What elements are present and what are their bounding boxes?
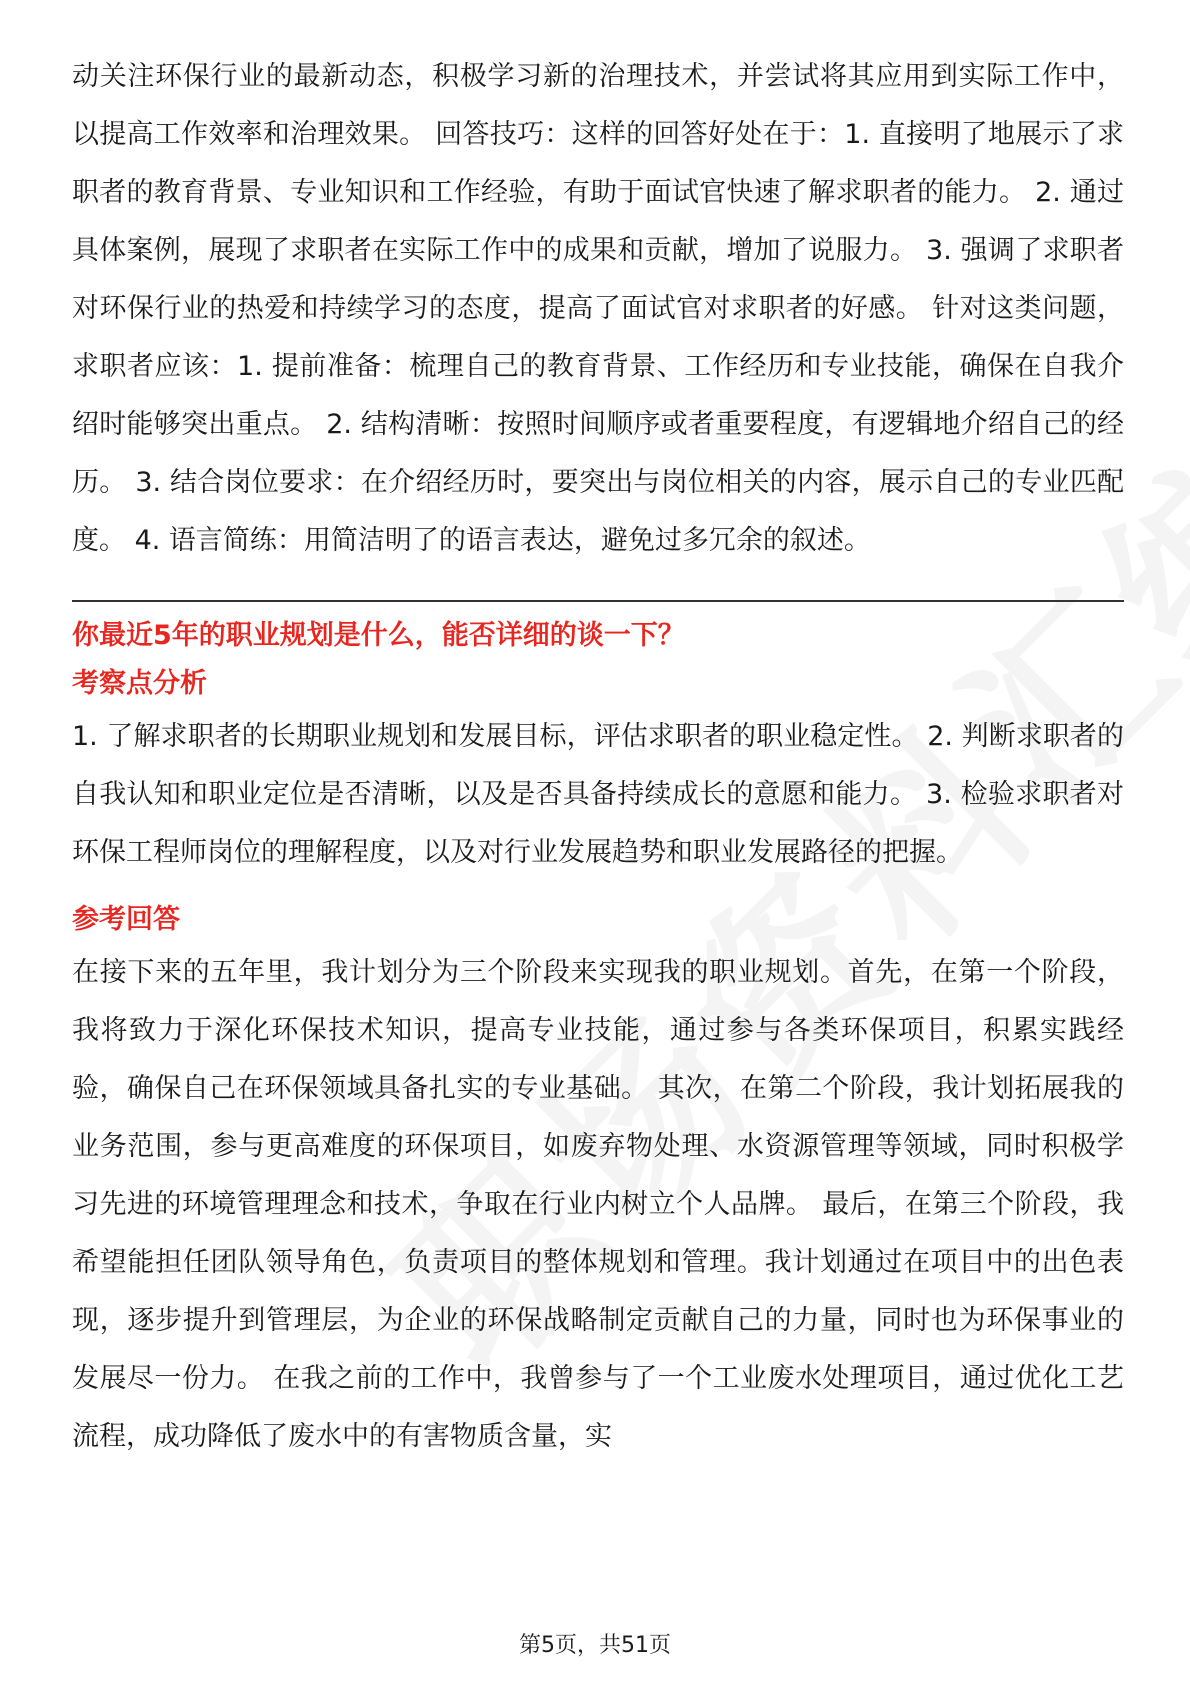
page-footer: 第5页，共51页 bbox=[519, 1633, 671, 1658]
question-title: 你最近5年的职业规划是什么，能否详细的谈一下？ bbox=[72, 620, 685, 651]
intro-paragraph: 动关注环保行业的最新动态，积极学习新的治理技术，并尝试将其应用到实际工作中，以提高工作效率和治理效果。 回答技巧：这样的回答好处在于：1. 直接明了地展示了求职者的教育背景、专业知识和工作经验，有助于面试官快速了解求职者的能力。 2. 通过具体案例，展现了求职者在实际工作中的成果和贡献，增加了说服力。 3. 强调了求职者对环保行业的热爱和持续学习的态度，提高了面试官对求职者的好感。 针对这类问题，求职者应该：1. 提前准备：梳理自己的教育背景、工作经历和专业技能，确保在自我介绍时能够突出重点。 2. 结构清晰：按照时间顺序或者重要程度，有逻辑地介绍自己的经历。 3. 结合岗位要求：在介绍经历时，要突出与岗位相关的内容，展示自己的专业匹配度。 4. 语言简练：用简洁明了的语言表达，避免过多冗余的叙述。 bbox=[72, 61, 1124, 556]
section-divider bbox=[72, 600, 1124, 602]
answer-paragraph: 在接下来的五年里，我计划分为三个阶段来实现我的职业规划。首先，在第一个阶段，我将致力于深化环保技术知识，提高专业技能，通过参与各类环保项目，积累实践经验，确保自己在环保领域具备扎实的专业基础。 其次，在第二个阶段，我计划拓展我的业务范围，参与更高难度的环保项目，如废弃物处理、水资源管理等领域，同时积极学习先进的环境管理理念和技术，争取在行业内树立个人品牌。 最后，在第三个阶段，我希望能担任团队领导角色，负责项目的整体规划和管理。我计划通过在项目中的出色表现，逐步提升到管理层，为企业的环保战略制定贡献自己的力量，同时也为环保事业的发展尽一份力。 在我之前的工作中，我曾参与了一个工业废水处理项目，通过优化工艺流程，成功降低了废水中的有害物质含量，实 bbox=[72, 957, 1124, 1452]
analysis-heading: 考察点分析 bbox=[72, 668, 207, 699]
answer-heading: 参考回答 bbox=[72, 904, 180, 935]
document-page bbox=[72, 48, 1124, 1466]
analysis-paragraph: 1. 了解求职者的长期职业规划和发展目标，评估求职者的职业稳定性。 2. 判断求职者的自我认知和职业定位是否清晰，以及是否具备持续成长的意愿和能力。 3. 检验求职者对环保工程师岗位的理解程度，以及对行业发展趋势和职业发展路径的把握。 bbox=[72, 721, 1124, 868]
